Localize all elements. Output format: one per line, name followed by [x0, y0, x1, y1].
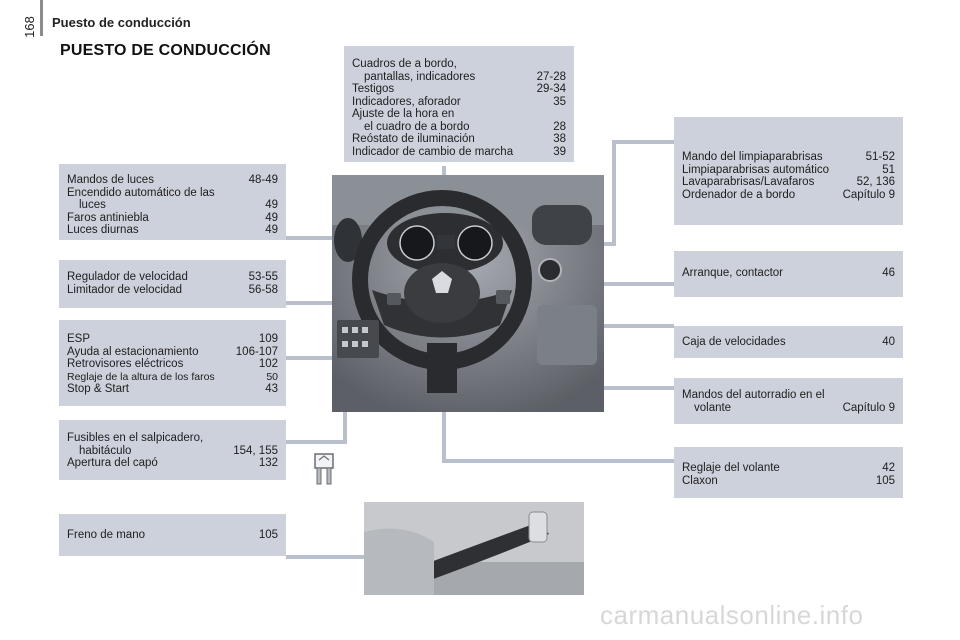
box-instrument-panel	[344, 46, 574, 162]
list-item: Cuadros de a bordo,	[352, 58, 457, 70]
list-item: habitáculo 154, 155	[79, 444, 278, 457]
list-item: Encendido automático de las	[67, 186, 215, 199]
box-radio	[674, 378, 903, 424]
list-item: Mando del limpiaparabrisas 51-52	[682, 151, 895, 163]
list-item: pantallas, indicadores 27-28	[364, 70, 566, 83]
list-item: Retrovisores eléctricos 102	[67, 358, 278, 370]
list-item: Reóstato de iluminación 38	[352, 133, 566, 145]
list-item: Reglaje de la altura de los faros 50	[67, 370, 278, 383]
box-wipers	[674, 117, 903, 225]
section-title: Puesto de conducción	[52, 15, 191, 30]
list-item: Ordenador de a bordo Capítulo 9	[682, 188, 895, 201]
dashboard-photo	[332, 175, 604, 412]
list-item: Reglaje del volante 42	[682, 462, 895, 474]
box-steering	[674, 447, 903, 498]
watermark: carmanualsonline.info	[600, 600, 864, 630]
list-item: Stop & Start 43	[67, 383, 278, 395]
box-speed	[59, 260, 286, 308]
list-item: Arranque, contactor 46	[682, 267, 895, 279]
fuse-icon	[312, 450, 336, 488]
list-item: Ayuda al estacionamiento 106-107	[67, 345, 278, 358]
list-item: Regulador de velocidad 53-55	[67, 271, 278, 283]
page-title: PUESTO DE CONDUCCIÓN	[60, 42, 271, 59]
list-item: Faros antiniebla 49	[67, 211, 278, 224]
box-fuses	[59, 420, 286, 480]
list-item: Testigos 29-34	[352, 83, 566, 95]
list-item: Apertura del capó 132	[67, 457, 278, 469]
box-ignition	[674, 251, 903, 297]
list-item: Indicador de cambio de marcha 39	[352, 145, 566, 158]
list-item: Ajuste de la hora en	[352, 108, 455, 120]
list-item: Indicadores, aforador 35	[352, 95, 566, 108]
box-handbrake	[59, 514, 286, 556]
list-item: ESP 109	[67, 333, 278, 345]
box-esp	[59, 320, 286, 406]
page-number: 168	[22, 16, 37, 38]
list-item: Caja de velocidades 40	[682, 336, 895, 348]
list-item: Limpiaparabrisas automático 51	[682, 163, 895, 176]
list-item: Lavaparabrisas/Lavafaros 52, 136	[682, 176, 895, 188]
list-item: Luces diurnas 49	[67, 224, 278, 236]
list-item: Freno de mano 105	[67, 529, 278, 541]
list-item: luces 49	[79, 199, 278, 211]
list-item: Fusibles en el salpicadero,	[67, 432, 204, 444]
handbrake-photo	[364, 502, 584, 595]
list-item: el cuadro de a bordo 28	[364, 120, 566, 133]
list-item: volante Capítulo 9	[694, 401, 895, 414]
list-item: Mandos de luces 48-49	[67, 174, 278, 186]
box-lights	[59, 164, 286, 240]
list-item: Mandos del autorradio en el	[682, 389, 825, 401]
list-item: Claxon 105	[682, 474, 895, 487]
box-gearbox	[674, 326, 903, 358]
list-item: Limitador de velocidad 56-58	[67, 283, 278, 296]
